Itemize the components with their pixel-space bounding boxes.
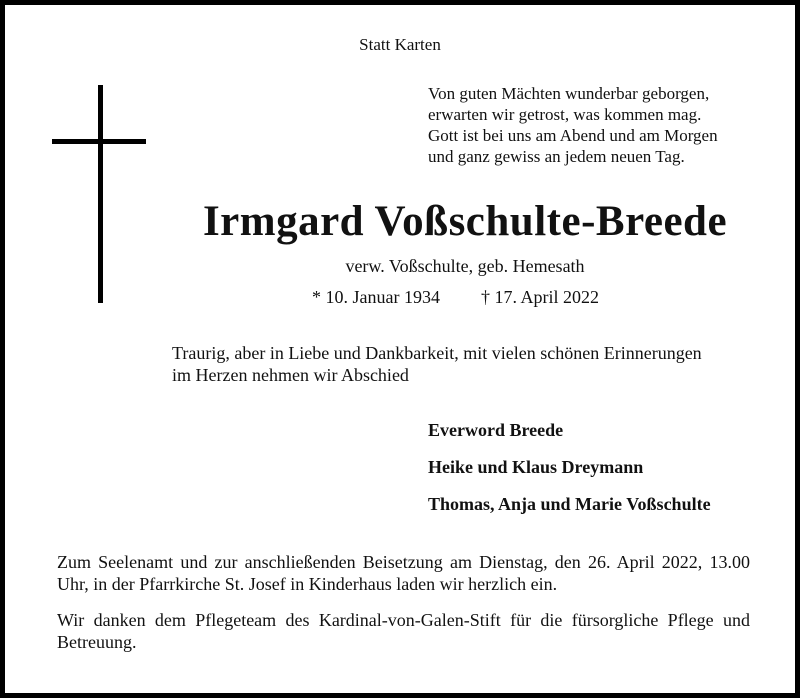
mourner-name: Thomas, Anja und Marie Voßschulte (428, 494, 711, 514)
deceased-name: Irmgard Voßschulte-Breede (202, 198, 728, 245)
cross-horizontal-bar (52, 139, 146, 144)
intro-line: im Herzen nehmen wir Abschied (172, 365, 409, 385)
deceased-subtitle: verw. Voßschulte, geb. Hemesath (345, 256, 585, 276)
thanks-note: Wir danken dem Pflegeteam des Kardinal-von-Galen-Stift für die fürsorgliche Pflege und Betreuung. (57, 610, 750, 652)
poem-verse (428, 83, 788, 167)
poem-line: und ganz gewiss an jedem neuen Tag. (428, 147, 685, 166)
birth-date: * 10. Januar 1934 (312, 287, 440, 307)
poem-line: Von guten Mächten wunderbar geborgen, (428, 84, 710, 103)
intro-line: Traurig, aber in Liebe und Dankbarkeit, mit vielen schönen Erinnerungen (172, 343, 702, 363)
funeral-service-info: Zum Seelenamt und zur anschließenden Beisetzung am Dienstag, den 26. April 2022, 13.00 Uhr, in der Pfarrkirche St. Josef in Kinderhaus laden wir herzlich ein. (57, 552, 750, 594)
header-text: Statt Karten (359, 35, 441, 54)
cross-vertical-bar (98, 85, 103, 303)
farewell-intro (172, 342, 762, 386)
mourner-name: Heike und Klaus Dreymann (428, 457, 644, 477)
poem-line: erwarten wir getrost, was kommen mag. (428, 105, 702, 124)
death-date: † 17. April 2022 (481, 287, 600, 307)
poem-line: Gott ist bei uns am Abend und am Morgen (428, 126, 718, 145)
mourner-name: Everword Breede (428, 420, 564, 440)
